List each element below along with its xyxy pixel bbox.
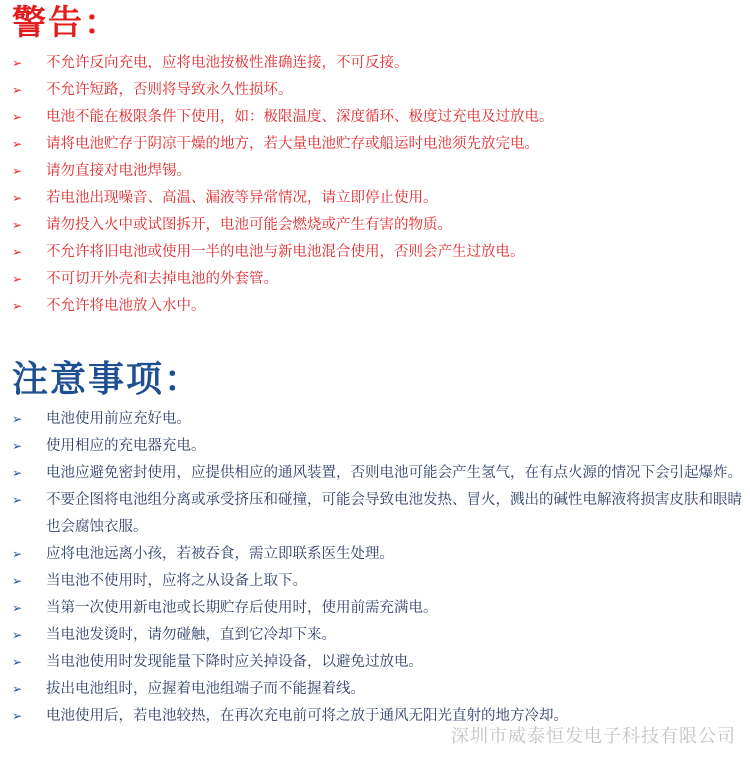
- caution-heading: 注意事项：: [12, 359, 203, 400]
- caution-text: 电池应避免密封使用，应提供相应的通风装置，否则电池可能会产生氢气，在有点火源的情况下会引起爆炸。: [46, 465, 742, 481]
- arrow-bullet-icon: ➢: [12, 655, 23, 669]
- list-item: [0, 487, 750, 541]
- warning-text: 若电池出现噪音、高温、漏液等异常情况，请立即停止使用。: [46, 190, 438, 206]
- list-item: [0, 77, 750, 104]
- warning-text: 请将电池贮存于阴凉干燥的地方，若大量电池贮存或船运时电池须先放完电。: [46, 136, 539, 152]
- warning-text: 请勿投入火中或试图拆开，电池可能会燃烧或产生有害的物质。: [46, 217, 452, 233]
- warning-text: 不允许将电池放入水中。: [46, 298, 206, 314]
- caution-text: 应将电池远离小孩，若被吞食，需立即联系医生处理。: [46, 546, 394, 562]
- arrow-bullet-icon: ➢: [12, 547, 23, 561]
- list-item: [0, 703, 750, 730]
- warning-text: 不允许反向充电，应将电池按极性准确连接，不可反接。: [46, 55, 409, 71]
- arrow-bullet-icon: ➢: [12, 272, 23, 286]
- company-watermark: 深圳市威泰恒发电子科技有限公司: [451, 726, 736, 747]
- list-item: [0, 293, 750, 320]
- list-item: [0, 622, 750, 649]
- arrow-bullet-icon: ➢: [12, 110, 23, 124]
- arrow-bullet-icon: ➢: [12, 245, 23, 259]
- caution-list: [0, 406, 750, 730]
- list-item: [0, 239, 750, 266]
- list-item: [0, 50, 750, 77]
- list-item: [0, 433, 750, 460]
- list-item: [0, 212, 750, 239]
- warning-text: 电池不能在极限条件下使用，如：极限温度、深度循环、极度过充电及过放电。: [46, 109, 554, 125]
- caution-text: 不要企图将电池组分离或承受挤压和碰撞，可能会导致电池发热、冒火，溅出的碱性电解液将损害皮肤和眼睛也会腐蚀衣服。: [46, 492, 742, 535]
- arrow-bullet-icon: ➢: [12, 493, 23, 507]
- list-item: [0, 158, 750, 185]
- warning-list: [0, 50, 750, 320]
- arrow-bullet-icon: ➢: [12, 137, 23, 151]
- caution-text: 电池使用后，若电池较热，在再次充电前可将之放于通风无阳光直射的地方冷却。: [46, 708, 568, 724]
- list-item: [0, 460, 750, 487]
- caution-text: 电池使用前应充好电。: [46, 411, 191, 427]
- caution-text: 当电池发烫时，请勿碰触，直到它冷却下来。: [46, 627, 336, 643]
- warning-text: 不可切开外壳和去掉电池的外套管。: [46, 271, 278, 287]
- warning-text: 请勿直接对电池焊锡。: [46, 163, 191, 179]
- warning-text: 不允许短路，否则将导致永久性损坏。: [46, 82, 293, 98]
- arrow-bullet-icon: ➢: [12, 412, 23, 426]
- list-item: [0, 185, 750, 212]
- arrow-bullet-icon: ➢: [12, 601, 23, 615]
- list-item: [0, 541, 750, 568]
- warning-text: 不允许将旧电池或使用一半的电池与新电池混合使用，否则会产生过放电。: [46, 244, 525, 260]
- arrow-bullet-icon: ➢: [12, 682, 23, 696]
- caution-text: 当电池使用时发现能量下降时应关掉设备，以避免过放电。: [46, 654, 423, 670]
- arrow-bullet-icon: ➢: [12, 709, 23, 723]
- arrow-bullet-icon: ➢: [12, 164, 23, 178]
- arrow-bullet-icon: ➢: [12, 56, 23, 70]
- list-item: [0, 568, 750, 595]
- caution-text: 当电池不使用时，应将之从设备上取下。: [46, 573, 307, 589]
- arrow-bullet-icon: ➢: [12, 439, 23, 453]
- list-item: [0, 649, 750, 676]
- arrow-bullet-icon: ➢: [12, 218, 23, 232]
- arrow-bullet-icon: ➢: [12, 574, 23, 588]
- warning-section: [0, 0, 750, 320]
- caution-text: 拔出电池组时，应握着电池组端子而不能握着线。: [46, 681, 365, 697]
- caution-section: [0, 352, 750, 730]
- arrow-bullet-icon: ➢: [12, 299, 23, 313]
- arrow-bullet-icon: ➢: [12, 83, 23, 97]
- caution-text: 使用相应的充电器充电。: [46, 438, 206, 454]
- arrow-bullet-icon: ➢: [12, 191, 23, 205]
- list-item: [0, 676, 750, 703]
- list-item: [0, 266, 750, 293]
- list-item: [0, 104, 750, 131]
- list-item: [0, 595, 750, 622]
- arrow-bullet-icon: ➢: [12, 628, 23, 642]
- arrow-bullet-icon: ➢: [12, 466, 23, 480]
- caution-text: 当第一次使用新电池或长期贮存后使用时，使用前需充满电。: [46, 600, 438, 616]
- warning-heading: 警告：: [12, 3, 120, 43]
- list-item: [0, 131, 750, 158]
- list-item: [0, 406, 750, 433]
